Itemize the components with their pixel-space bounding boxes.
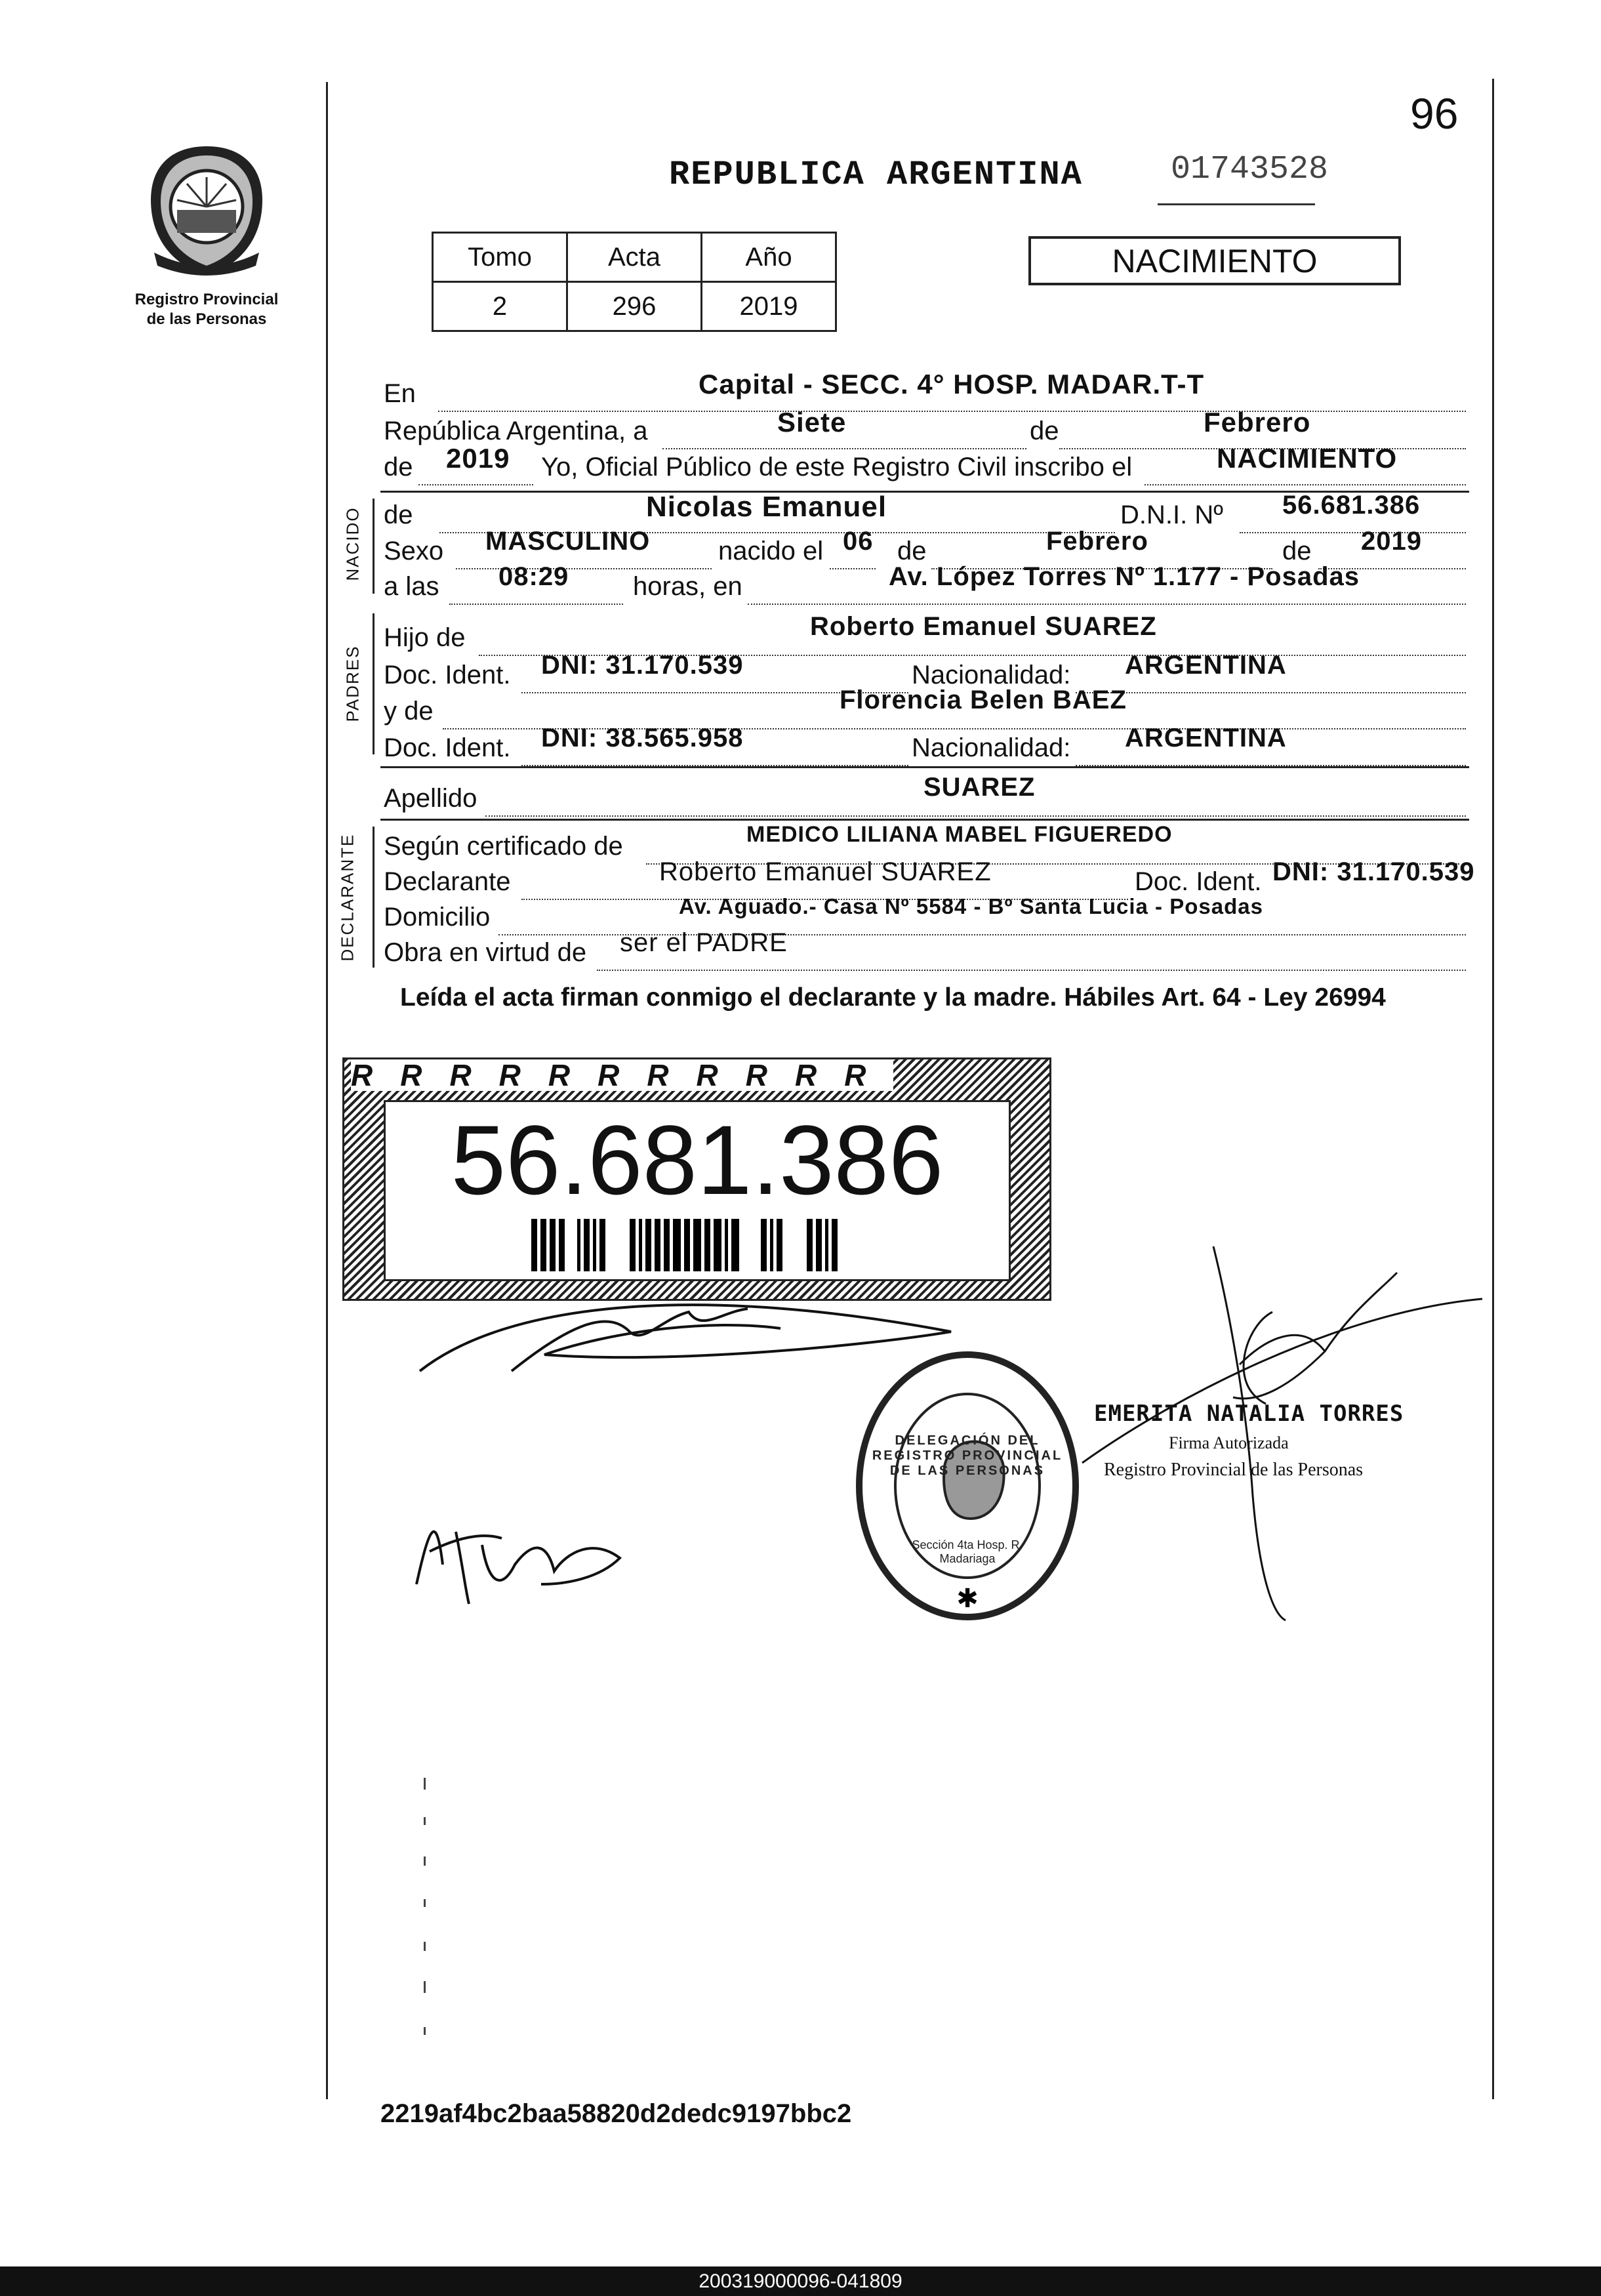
dni-stamp-number: 56.681.386: [451, 1105, 944, 1215]
label-doc-ident-1: Doc. Ident.: [384, 661, 511, 689]
stamp-inner-text: Sección 4ta Hosp. R. Madariaga: [912, 1538, 1023, 1565]
dni-stamp: [342, 1057, 1051, 1301]
left-margin-line: [326, 82, 328, 2099]
section-bar-padres: [373, 613, 375, 754]
value-certificado: MEDICO LILIANA MABEL FIGUEREDO: [746, 822, 1173, 847]
value-anio: 2019: [702, 282, 836, 331]
value-tomo: 2: [433, 282, 567, 331]
record-table: [432, 232, 837, 332]
label-horas-en: horas, en: [633, 572, 742, 601]
value-padre-doc: DNI: 31.170.539: [541, 651, 744, 680]
svg-text:✱: ✱: [956, 1584, 979, 1614]
value-lugar: Capital - SECC. 4° HOSP. MADAR.T-T: [699, 369, 1205, 400]
footer-code: 200319000096-041809: [699, 2270, 902, 2292]
value-lugar-nac: Av. López Torres Nº 1.177 - Posadas: [889, 562, 1360, 591]
margin-marks: [423, 1778, 427, 2060]
value-dni: 56.681.386: [1282, 491, 1421, 520]
label-de-mes: de: [1030, 417, 1059, 445]
stamp-ring-text: DELEGACIÓN DEL REGISTRO PROVINCIAL DE LAS PERSONAS: [872, 1433, 1063, 1478]
label-de3: de: [1282, 537, 1312, 565]
label-doc-ident-3: Doc. Ident.: [1135, 867, 1262, 896]
logo-caption-1: Registro Provincial: [134, 291, 279, 308]
signer-office: Registro Provincial de las Personas: [1104, 1460, 1364, 1480]
label-en: En: [384, 379, 416, 408]
record-table-values: [433, 282, 836, 331]
value-mes: Febrero: [1204, 407, 1311, 438]
label-de2: de: [897, 537, 927, 565]
security-pattern-top: RRRRRRRRRRR: [351, 1058, 894, 1092]
value-obra: ser el PADRE: [620, 928, 788, 957]
act-type: NACIMIENTO: [1112, 243, 1318, 279]
label-a-las: a las: [384, 572, 439, 601]
value-acta: 296: [567, 282, 702, 331]
misiones-seal-icon: [141, 141, 272, 282]
document-hash: 2219af4bc2baa58820d2dedc9197bbc2: [380, 2099, 852, 2128]
label-y-de: y de: [384, 697, 434, 726]
side-label-padres: PADRES: [342, 645, 363, 722]
logo-caption-2: de las Personas: [146, 310, 267, 328]
label-dni: D.N.I. Nº: [1120, 501, 1223, 529]
section-bar-nacido: [373, 499, 375, 594]
header-acta: Acta: [567, 233, 702, 282]
dni-stamp-inner: [384, 1100, 1011, 1281]
label-de-nombre: de: [384, 501, 413, 529]
value-sexo: MASCULINO: [485, 527, 651, 556]
label-domicilio: Domicilio: [384, 903, 491, 932]
section-divider: [380, 819, 1469, 821]
signer-role: Firma Autorizada: [1169, 1433, 1289, 1452]
label-apellido: Apellido: [384, 784, 477, 813]
value-anio-nac: 2019: [1361, 527, 1422, 556]
value-nombre: Nicolas Emanuel: [646, 491, 887, 523]
value-madre-doc: DNI: 38.565.958: [541, 724, 744, 752]
value-padre-nac: ARGENTINA: [1125, 651, 1287, 680]
value-declarante: Roberto Emanuel SUAREZ: [659, 857, 992, 886]
value-declarante-doc: DNI: 31.170.539: [1272, 857, 1475, 886]
signer-name: EMERITA NATALIA TORRES: [1094, 1401, 1404, 1427]
witness-signature: [403, 1499, 626, 1617]
barcode: [531, 1219, 872, 1271]
value-anio: 2019: [446, 443, 510, 474]
value-madre-nac: ARGENTINA: [1125, 724, 1287, 752]
value-domicilio: Av. Aguado.- Casa Nº 5584 - Bº Santa Lucia - Posadas: [679, 894, 1263, 918]
barcode-icon: [531, 1219, 872, 1271]
right-margin-line: [1492, 79, 1494, 2099]
value-madre: Florencia Belen BAEZ: [840, 686, 1127, 714]
value-apellido: SUAREZ: [923, 773, 1036, 802]
value-mes-nac: Febrero: [1046, 527, 1148, 556]
footer-bar: [0, 2266, 1601, 2296]
section-divider: [380, 766, 1469, 768]
label-hijo-de: Hijo de: [384, 623, 466, 652]
value-padre: Roberto Emanuel SUAREZ: [810, 612, 1157, 641]
label-nacionalidad-1: Nacionalidad:: [912, 661, 1071, 689]
provincial-logo: [141, 141, 272, 282]
side-label-declarante: DECLARANTE: [337, 833, 357, 962]
record-table-header: [433, 233, 836, 282]
official-signature: [1076, 1233, 1489, 1627]
value-acto: NACIMIENTO: [1217, 443, 1398, 474]
page-number: 96: [1410, 89, 1459, 138]
section-bar-declarante: [373, 827, 375, 968]
side-label-nacido: NACIDO: [342, 506, 363, 581]
header-anio: Año: [702, 233, 836, 282]
serial-underline: [1158, 203, 1315, 205]
value-hora: 08:29: [498, 562, 569, 591]
label-de-anio: de: [384, 453, 413, 482]
country-title: REPUBLICA ARGENTINA: [669, 155, 1083, 194]
closing-text: Leída el acta firman conmigo el declarante y la madre. Hábiles Art. 64 - Ley 26994: [400, 983, 1386, 1012]
label-nacionalidad-2: Nacionalidad:: [912, 733, 1071, 762]
value-dia: Siete: [777, 407, 847, 438]
label-nacido-el: nacido el: [718, 537, 824, 565]
label-segun-cert: Según certificado de: [384, 832, 623, 861]
header-tomo: Tomo: [433, 233, 567, 282]
registry-seal-icon: [853, 1348, 1082, 1624]
label-obra: Obra en virtud de: [384, 938, 587, 967]
label-republica: República Argentina, a: [384, 417, 648, 445]
official-stamp: [853, 1348, 1082, 1624]
label-oficial: Yo, Oficial Público de este Registro Civil inscribo el: [541, 453, 1133, 482]
value-dia-nac: 06: [843, 527, 874, 556]
label-sexo: Sexo: [384, 537, 444, 565]
serial-number: 01743528: [1171, 151, 1329, 188]
label-declarante: Declarante: [384, 867, 511, 896]
act-type-box: [1028, 236, 1401, 285]
label-doc-ident-2: Doc. Ident.: [384, 733, 511, 762]
